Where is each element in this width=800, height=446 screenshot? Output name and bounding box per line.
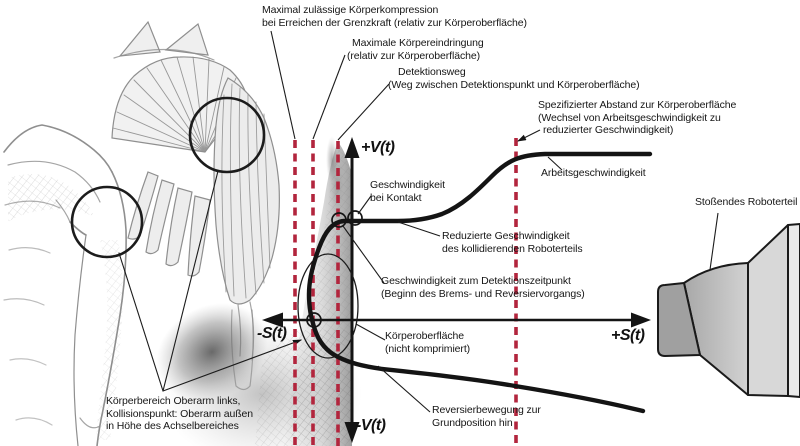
label-line: bei Kontakt — [370, 191, 422, 204]
label-line: Stoßendes Roboterteil — [695, 196, 798, 208]
label-robot-part — [695, 196, 797, 209]
v-pos-arrowhead — [345, 137, 360, 158]
label-line: Maximale Körpereindringung — [352, 37, 484, 49]
label-line: reduzierter Geschwindigkeit) — [543, 124, 674, 136]
label-line: Maximal zulässige Körperkompression — [262, 4, 439, 16]
label-line: (Weg zwischen Detektionspunkt und Körperoberfläche) — [388, 78, 640, 91]
label-max-compression — [262, 4, 527, 29]
label-line: Reversierbewegung zur — [432, 404, 541, 416]
label-specified-distance — [538, 99, 736, 137]
label-line: Detektionsweg — [398, 66, 466, 78]
axis-label-v-pos: +V(t) — [361, 139, 395, 156]
s-pos-arrowhead — [631, 313, 651, 328]
label-line: (Beginn des Brems- und Reversiervorgangs) — [381, 287, 585, 300]
label-line: Arbeitsgeschwindigkeit — [541, 167, 646, 179]
anatomy-sketch — [4, 22, 362, 446]
label-line: Geschwindigkeit zum Detektionszeitpunkt — [381, 275, 571, 287]
robot-band-outer — [788, 224, 800, 397]
axis-label-v-neg: -V(t) — [356, 417, 386, 434]
label-reduced-speed — [442, 230, 583, 255]
label-line: des kollidierenden Roboterteils — [442, 242, 583, 255]
label-body-region — [106, 395, 253, 433]
label-body-surface — [385, 330, 470, 355]
axis-label-s-pos: +S(t) — [611, 327, 645, 344]
label-line: (relativ zur Körperoberfläche) — [347, 49, 480, 62]
label-line: Geschwindigkeit — [370, 179, 445, 191]
label-detection-speed — [381, 275, 585, 300]
label-contact-speed — [370, 179, 445, 204]
label-reversal-motion — [432, 404, 541, 429]
label-detection-path — [388, 66, 640, 91]
label-line: Körperbereich Oberarm links, — [106, 395, 241, 407]
label-work-speed — [541, 167, 646, 180]
label-line: in Höhe des Achselbereiches — [106, 420, 239, 432]
label-line: Spezifizierter Abstand zur Körperoberfläche — [538, 99, 737, 111]
label-max-intrusion — [347, 37, 484, 62]
label-line: Körperoberfläche — [385, 330, 464, 342]
label-line: (nicht komprimiert) — [385, 342, 471, 355]
label-line: Grundposition hin — [432, 416, 513, 429]
label-line: Reduzierte Geschwindigkeit — [442, 230, 570, 242]
robot-part — [658, 224, 800, 397]
label-line: (Wechsel von Arbeitsgeschwindigkeit zu — [538, 111, 721, 124]
axis-label-s-neg: -S(t) — [257, 325, 287, 342]
label-line: Kollisionspunkt: Oberarm außen — [106, 407, 253, 420]
label-line: bei Erreichen der Grenzkraft (relativ zur Körperoberfläche) — [262, 16, 527, 29]
robot-band-inner — [748, 225, 788, 396]
